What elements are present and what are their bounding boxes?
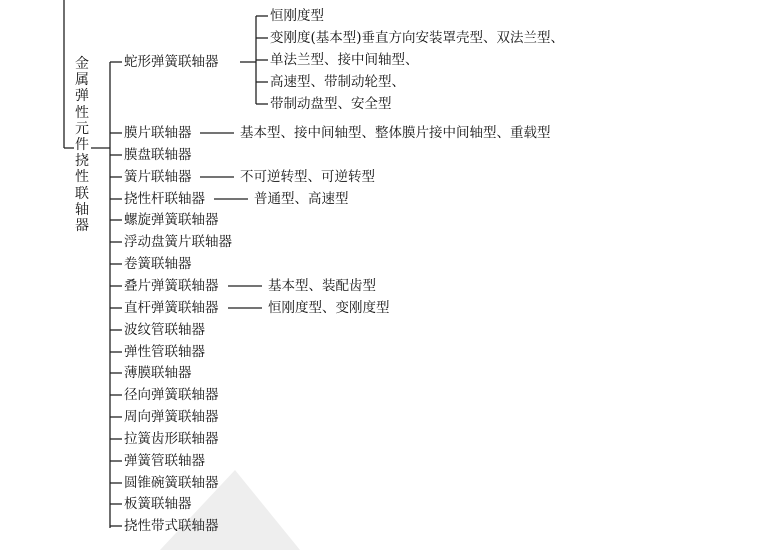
coupling-label: 膜片联轴器 bbox=[124, 125, 192, 141]
coupling-label: 板簧联轴器 bbox=[124, 496, 192, 512]
coupling-label: 圆锥碗簧联轴器 bbox=[124, 475, 219, 491]
coupling-label: 叠片弹簧联轴器 bbox=[124, 278, 219, 294]
coupling-label: 直杆弹簧联轴器 bbox=[124, 300, 219, 316]
coupling-label: 薄膜联轴器 bbox=[124, 365, 192, 381]
coupling-label: 弹簧管联轴器 bbox=[124, 453, 205, 469]
coupling-label: 膜盘联轴器 bbox=[124, 147, 192, 163]
coupling-label: 波纹管联轴器 bbox=[124, 322, 205, 338]
coupling-label: 挠性杆联轴器 bbox=[124, 191, 205, 207]
snake-subtype-label: 带制动盘型、安全型 bbox=[270, 96, 392, 112]
coupling-label-snake: 蛇形弹簧联轴器 bbox=[124, 54, 219, 70]
coupling-subtype-label: 普通型、高速型 bbox=[254, 191, 349, 207]
snake-subtype-label: 变刚度(基本型)垂直方向安装罩壳型、双法兰型、 bbox=[270, 30, 565, 46]
snake-subtype-label: 单法兰型、接中间轴型、 bbox=[270, 52, 419, 68]
coupling-subtype-label: 基本型、装配齿型 bbox=[268, 278, 376, 294]
coupling-subtype-label: 不可逆转型、可逆转型 bbox=[240, 169, 375, 185]
coupling-label: 螺旋弹簧联轴器 bbox=[124, 212, 219, 228]
snake-subtype-label: 恒刚度型 bbox=[270, 8, 324, 24]
coupling-label: 径向弹簧联轴器 bbox=[124, 387, 219, 403]
coupling-label: 簧片联轴器 bbox=[124, 169, 192, 185]
coupling-label: 弹性管联轴器 bbox=[124, 344, 205, 360]
coupling-label: 周向弹簧联轴器 bbox=[124, 409, 219, 425]
coupling-subtype-label: 基本型、接中间轴型、整体膜片接中间轴型、重载型 bbox=[240, 125, 551, 141]
coupling-label: 浮动盘簧片联轴器 bbox=[124, 234, 232, 250]
snake-subtype-label: 高速型、带制动轮型、 bbox=[270, 74, 405, 90]
coupling-subtype-label: 恒刚度型、变刚度型 bbox=[268, 300, 390, 316]
coupling-label: 卷簧联轴器 bbox=[124, 256, 192, 272]
coupling-label: 拉簧齿形联轴器 bbox=[124, 431, 219, 447]
coupling-label: 挠性带式联轴器 bbox=[124, 518, 219, 534]
root-label: 金属弹性元件挠性联轴器 bbox=[75, 56, 89, 235]
